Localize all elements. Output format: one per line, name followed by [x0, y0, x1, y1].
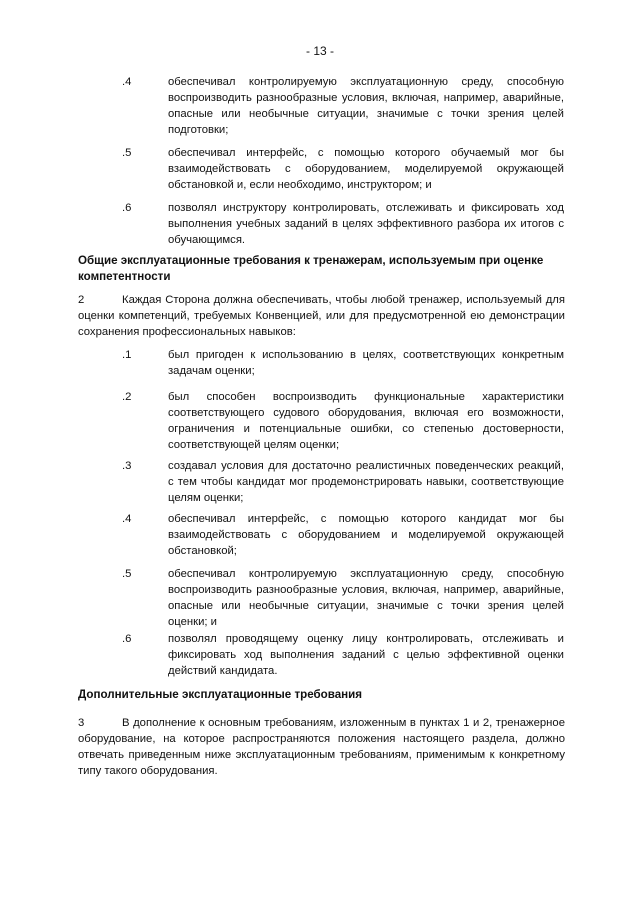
paragraph-text: Каждая Сторона должна обеспечивать, чтобы любой тренажер, используемый для оценки компетенций, требуемых Конвенцией, или для предусмотренной ею демонстрации сохранения профессиональных навыков: — [78, 294, 565, 338]
paragraph-number: 3 — [78, 717, 85, 729]
paragraph-text: В дополнение к основным требованиям, изложенным в пунктах 1 и 2, тренажерное оборудование, на которое распространяются положения настоящего раздела, должно отвечать приведенным ниже эксплуатационным требованиям, применимым к конкретному типу такого оборудования. — [78, 717, 565, 777]
item-number: .6 — [122, 633, 132, 645]
item-number: .4 — [122, 76, 132, 88]
item-text: был пригоден к использованию в целях, соответствующих конкретным задачам оценки; — [168, 349, 564, 377]
paragraph-2 — [78, 292, 565, 340]
item-number: .2 — [122, 391, 132, 403]
section-heading: Дополнительные эксплуатационные требования — [78, 688, 363, 701]
section-heading: Общие эксплуатационные требования к тренажерам, используемым при оценке компетентности — [78, 254, 544, 283]
item-text: обеспечивал контролируемую эксплуатационную среду, способную воспроизводить разнообразные условия, включая, например, аварийные, опасные или необычные ситуации, значимые с точки зрения целей подготовки; — [168, 76, 564, 136]
item-text: обеспечивал интерфейс, с помощью которого кандидат мог бы взаимодействовать с оборудованием и моделируемой окружающей обстановкой; — [168, 513, 564, 557]
page-number: - 13 - — [305, 44, 334, 58]
item-text: создавал условия для достаточно реалистичных поведенческих реакций, с тем чтобы кандидат мог продемонстрировать навыки, соответствующие целям оценки; — [168, 460, 564, 504]
item-number: .5 — [122, 568, 132, 580]
item-text: обеспечивал контролируемую эксплуатационную среду, способную воспроизводить разнообразные условия, включая, например, аварийные, опасные или необычные ситуации, значимые с точки зрения целей оценки; и — [168, 568, 564, 628]
paragraph-3 — [78, 715, 565, 779]
item-text: обеспечивал интерфейс, с помощью которого обучаемый мог бы взаимодействовать с оборудованием, моделируемой окружающей обстановкой и, если необходимо, инструктором; и — [168, 147, 564, 191]
item-number: .1 — [122, 349, 132, 361]
item-text: был способен воспроизводить функциональные характеристики соответствующего судового оборудования, включая его возможности, ограничения и потенциальные ошибки, со степенью достоверности, соответствующей целям оценки; — [168, 391, 564, 451]
item-text: позволял инструктору контролировать, отслеживать и фиксировать ход выполнения учебных заданий в целях эффективного разбора их итогов с обучающимся. — [168, 202, 564, 246]
item-text: позволял проводящему оценку лицу контролировать, отслеживать и фиксировать ход выполнения заданий с целью эффективной оценки действий кандидата. — [168, 633, 564, 677]
item-number: .6 — [122, 202, 132, 214]
item-number: .5 — [122, 147, 132, 159]
paragraph-number: 2 — [78, 294, 85, 306]
item-number: .3 — [122, 460, 132, 472]
item-number: .4 — [122, 513, 132, 525]
